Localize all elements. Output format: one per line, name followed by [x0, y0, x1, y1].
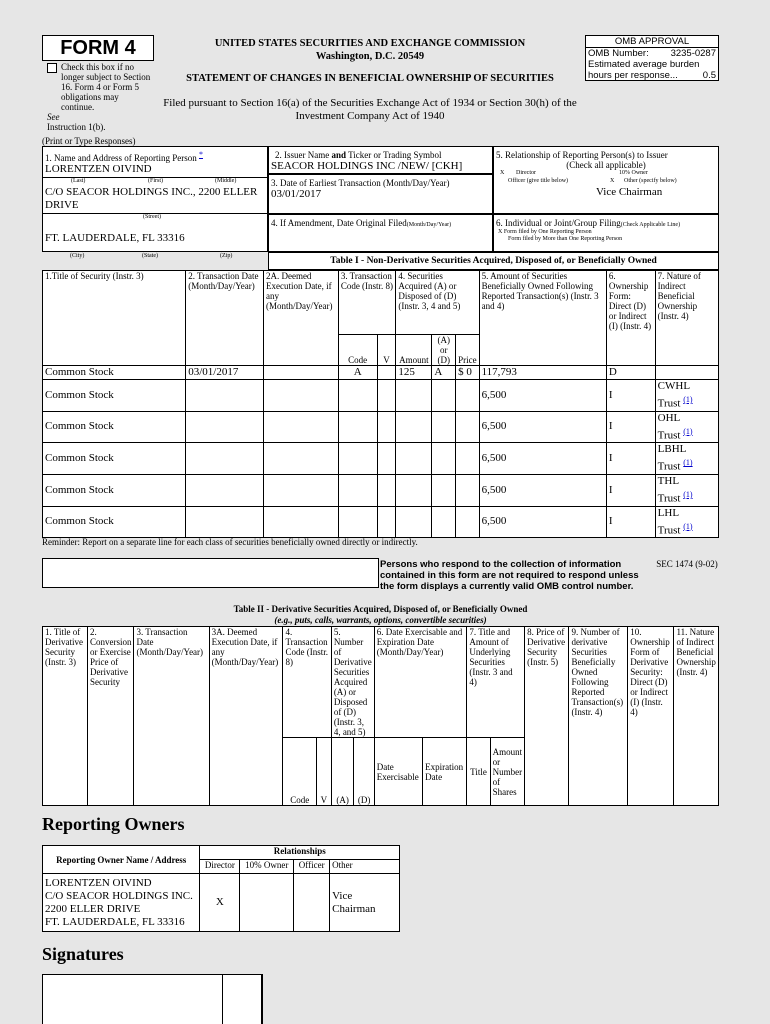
sec-number: SEC 1474 (9-02) [656, 559, 718, 569]
cell-amount [396, 443, 432, 475]
cell-date [186, 474, 264, 506]
cell-security: Common Stock [43, 380, 186, 412]
cell-price [456, 411, 480, 443]
officer-label: Officer (give title below) [508, 178, 569, 184]
burden-label: Estimated average burden [588, 59, 700, 70]
agency-name: UNITED STATES SECURITIES AND EXCHANGE COMMISSION [214, 38, 526, 49]
cell-date: 03/01/2017 [186, 366, 264, 380]
t2-header-price: 8. Price of Derivative Security (Instr. 5) [525, 627, 569, 806]
cell-deemed [263, 443, 338, 475]
t1-header-date: 2. Transaction Date (Month/Day/Year) [186, 271, 264, 366]
t2-header-date: 3. Transaction Date (Month/Day/Year) [134, 627, 209, 806]
zip-label: (Zip) [220, 253, 233, 259]
t1-header-nature: 7. Nature of Indirect Beneficial Ownership (Instr. 4) [655, 271, 718, 366]
owners-col-director: Director [200, 860, 240, 874]
issuer-label: 2. Issuer Name and Ticker or Trading Symbol [275, 150, 442, 160]
filed-pursuant: Filed pursuant to Section 16(a) of the Securities Exchange Act of 1934 or Section 30(h) of the Investment Company Act of 1940 [163, 97, 577, 122]
amendment-label: 4. If Amendment, Date Original Filed(Month/Day/Year) [271, 218, 452, 228]
cell-price [456, 380, 480, 412]
first-label: (First) [148, 178, 163, 184]
footnote-link[interactable]: (1) [683, 458, 693, 468]
reporting-person-address: C/O SEACOR HOLDINGS INC., 2200 ELLER DRIVE [45, 186, 258, 211]
earliest-date-label: 3. Date of Earliest Transaction (Month/Day/Year) [271, 178, 450, 188]
filing-box [493, 214, 719, 252]
burden-hours-label: hours per response... [588, 70, 678, 81]
statement-title: STATEMENT OF CHANGES IN BENEFICIAL OWNERSHIP OF SECURITIES [186, 73, 554, 84]
cell-price [456, 474, 480, 506]
cell-price: $ 0 [456, 366, 480, 380]
reminder-text: Reminder: Report on a separate line for each class of securities beneficially owned directly or indirectly. [42, 537, 418, 547]
t2-sub-code: Code [283, 738, 317, 806]
reporting-person-box [42, 146, 268, 252]
t2-header-owned: 9. Number of derivative Securities Beneficially Owned Following Reported Transaction(s) (Instr. 4) [569, 627, 628, 806]
owner-ten [240, 874, 294, 932]
owners-col-officer: Officer [294, 860, 330, 874]
t1-header-acquired: 4. Securities Acquired (A) or Disposed of (D) (Instr. 3, 4 and 5) [396, 271, 479, 335]
relationship-label: 5. Relationship of Reporting Person(s) to Issuer [496, 150, 668, 160]
cell-nature [655, 366, 718, 380]
cell-code [338, 474, 377, 506]
reporting-person-city: FT. LAUDERDALE, FL 33316 [45, 232, 185, 244]
cell-aord [432, 443, 456, 475]
cell-price [456, 443, 480, 475]
owner-name-address [43, 874, 200, 932]
t1-sub-aord: (A) or (D) [432, 335, 456, 366]
owners-col-name: Reporting Owner Name / Address [43, 846, 200, 874]
last-label: (Last) [71, 178, 86, 184]
t2-sub-d: (D) [354, 738, 374, 806]
footnote-link[interactable]: (1) [683, 426, 693, 436]
t2-header-number: 5. Number of Derivative Securities Acquired (A) or Disposed of (D) (Instr. 3, 4, and 5) [331, 627, 374, 738]
cell-aord [432, 380, 456, 412]
cell-form: I [606, 443, 655, 475]
issuer-box [268, 146, 493, 174]
cell-v [377, 443, 396, 475]
table-row [43, 411, 719, 443]
omb-number-label: OMB Number: [588, 48, 649, 59]
table1 [42, 270, 719, 538]
cell-price [456, 506, 480, 538]
omb-approval-box [585, 35, 719, 81]
director-mark: X [500, 170, 505, 176]
cell-deemed [263, 506, 338, 538]
cell-code: A [338, 366, 377, 380]
middle-label: (Middle) [215, 178, 237, 184]
owner-line: 2200 ELLER DRIVE [45, 902, 141, 915]
other-mark: X [610, 178, 615, 184]
signature-divider [222, 974, 263, 1024]
reporting-owners-heading: Reporting Owners [42, 814, 185, 834]
t2-header-code: 4. Transaction Code (Instr. 8) [283, 627, 331, 738]
cell-deemed [263, 474, 338, 506]
cell-form: I [606, 506, 655, 538]
t2-header-conversion: 2. Conversion or Exercise Price of Derivative Security [87, 627, 134, 806]
footnote-link[interactable]: (1) [683, 489, 693, 499]
table2-title: Table II - Derivative Securities Acquired, Disposed of, or Beneficially Owned [233, 604, 528, 614]
cell-owned: 6,500 [479, 443, 606, 475]
cell-amount [396, 380, 432, 412]
table-row [43, 366, 719, 380]
reminder-blank-box [42, 558, 379, 588]
owner-line: FT. LAUDERDALE, FL 33316 [45, 915, 185, 928]
filing-one-mark: X [498, 229, 503, 235]
city-state-zip-labels [42, 253, 268, 261]
other-label: Other (specify below) [624, 178, 677, 184]
state-label: (State) [142, 253, 158, 259]
t2-sub-v: V [316, 738, 331, 806]
t1-header-security: 1.Title of Security (Instr. 3) [43, 271, 186, 366]
t2-sub-expiration: Expiration Date [423, 738, 467, 806]
owners-col-ten: 10% Owner [240, 860, 294, 874]
cell-date [186, 411, 264, 443]
filing-more-label: Form filed by More than One Reporting Person [508, 236, 623, 242]
table-row [43, 474, 719, 506]
asterisk-link[interactable]: * [198, 150, 203, 159]
cell-amount [396, 506, 432, 538]
cell-form: I [606, 411, 655, 443]
owner-director: X [200, 874, 240, 932]
table-row [43, 443, 719, 475]
form-title-box [42, 35, 154, 61]
no-longer-subject-checkbox[interactable] [47, 63, 57, 73]
reporting-person-name: LORENTZEN OIVIND [45, 163, 152, 175]
t2-header-form: 10. Ownership Form of Derivative Security: Direct (D) or Indirect (I) (Instr. 4) [628, 627, 674, 806]
relationship-title: Vice Chairman [596, 186, 663, 198]
owners-col-other: Other [330, 860, 400, 874]
signatures-heading: Signatures [42, 944, 124, 964]
burden-hours: 0.5 [702, 70, 716, 81]
director-label: Director [516, 170, 536, 176]
t2-header-deemed: 3A. Deemed Execution Date, if any (Month/Day/Year) [209, 627, 283, 806]
cell-owned: 6,500 [479, 506, 606, 538]
cell-deemed [263, 366, 338, 380]
cell-security: Common Stock [43, 366, 186, 380]
owner-line: C/O SEACOR HOLDINGS INC. [45, 889, 193, 902]
cell-nature: CWHL Trust $^{(1)}$ [655, 380, 718, 412]
reporting-person-label: 1. Name and Address of Reporting Person * [45, 150, 203, 163]
t2-header-security: 1. Title of Derivative Security (Instr. 3) [43, 627, 88, 806]
t1-sub-amount: Amount [396, 335, 432, 366]
cell-nature: LBHL Trust $^{(1)}$ [655, 443, 718, 475]
owner-other: Vice Chairman [330, 874, 400, 932]
issuer-value: SEACOR HOLDINGS INC /NEW/ [CKH] [271, 160, 463, 172]
cell-aord [432, 474, 456, 506]
owners-col-relationships: Relationships [200, 846, 400, 860]
t1-sub-code: Code [338, 335, 377, 366]
filing-one-label: Form filed by One Reporting Person [503, 229, 592, 235]
cell-owned: 117,793 [479, 366, 606, 380]
t2-sub-amount: Amount or Number of Shares [490, 738, 525, 806]
cell-form: I [606, 474, 655, 506]
cell-amount [396, 411, 432, 443]
t1-sub-v: V [377, 335, 396, 366]
relationship-box [493, 146, 719, 214]
cell-amount: 125 [396, 366, 432, 380]
table-row [43, 380, 719, 412]
owner-officer [294, 874, 330, 932]
instruction-text: Instruction 1(b). [47, 122, 106, 132]
cell-security: Common Stock [43, 506, 186, 538]
cell-code [338, 411, 377, 443]
t1-header-code: 3. Transaction Code (Instr. 8) [338, 271, 396, 335]
street-label: (Street) [143, 214, 161, 220]
cell-code [338, 506, 377, 538]
cell-security: Common Stock [43, 443, 186, 475]
filing-label: 6. Individual or Joint/Group Filing(Check Applicable Line) [496, 218, 681, 228]
amendment-box [268, 214, 493, 252]
reporting-owners-table [42, 845, 400, 932]
see-text: See [47, 112, 60, 122]
cell-deemed [263, 380, 338, 412]
city-label: (City) [70, 253, 85, 259]
t1-header-owned: 5. Amount of Securities Beneficially Owned Following Reported Transaction(s) (Instr. 3 and 4) [479, 271, 606, 366]
cell-nature: THL Trust $^{(1)}$ [655, 474, 718, 506]
cell-date [186, 380, 264, 412]
signature-rule [261, 974, 263, 1024]
print-or-type: (Print or Type Responses) [42, 136, 136, 146]
footnote-link[interactable]: (1) [683, 395, 693, 404]
cell-form: D [606, 366, 655, 380]
ten-pct-label: 10% Owner [619, 170, 648, 176]
cell-nature: OHL Trust $^{(1)}$ [655, 411, 718, 443]
t1-sub-price: Price [456, 335, 480, 366]
t2-header-exercisable: 6. Date Exercisable and Expiration Date (Month/Day/Year) [374, 627, 467, 738]
cell-amount [396, 474, 432, 506]
owner-line: LORENTZEN OIVIND [45, 876, 152, 889]
cell-v [377, 366, 396, 380]
cell-security: Common Stock [43, 411, 186, 443]
cell-deemed [263, 411, 338, 443]
t2-header-nature: 11. Nature of Indirect Beneficial Ownership (Instr. 4) [674, 627, 719, 806]
earliest-date-value: 03/01/2017 [271, 188, 322, 200]
agency-location: Washington, D.C. 20549 [315, 51, 425, 62]
cell-security: Common Stock [43, 474, 186, 506]
t2-header-underlying: 7. Title and Amount of Underlying Securities (Instr. 3 and 4) [467, 627, 525, 738]
cell-owned: 6,500 [479, 411, 606, 443]
table2 [42, 626, 719, 806]
cell-owned: 6,500 [479, 380, 606, 412]
table1-title: Table I - Non-Derivative Securities Acquired, Disposed of, or Beneficially Owned [268, 252, 719, 270]
cell-v [377, 474, 396, 506]
omb-number: 3235-0287 [670, 48, 716, 59]
cell-v [377, 380, 396, 412]
cell-v [377, 411, 396, 443]
cell-date [186, 506, 264, 538]
t2-sub-title: Title [467, 738, 490, 806]
cell-date [186, 443, 264, 475]
footnote-link[interactable]: (1) [683, 521, 693, 531]
cell-v [377, 506, 396, 538]
cell-aord: A [432, 366, 456, 380]
cell-code [338, 380, 377, 412]
cell-aord [432, 506, 456, 538]
persons-notice: Persons who respond to the collection of information contained in this form are not required to respond unless the form displays a currently valid OMB control number. [380, 559, 639, 592]
form-title: FORM 4 [60, 37, 136, 59]
no-longer-subject-block [47, 62, 151, 132]
relationship-sub: (Check all applicable) [566, 160, 646, 170]
t2-sub-a: (A) [331, 738, 354, 806]
earliest-date-box [268, 174, 493, 214]
t1-header-deemed: 2A. Deemed Execution Date, if any (Month/Day/Year) [263, 271, 338, 366]
cell-aord [432, 411, 456, 443]
t1-header-form: 6. Ownership Form: Direct (D) or Indirect (I) (Instr. 4) [606, 271, 655, 366]
cell-code [338, 443, 377, 475]
t2-sub-date-exercisable: Date Exercisable [374, 738, 422, 806]
omb-title: OMB APPROVAL [586, 36, 718, 48]
cell-owned: 6,500 [479, 474, 606, 506]
cell-form: I [606, 380, 655, 412]
no-longer-subject-text: Check this box if no longer subject to Section 16. Form 4 or Form 5 obligations may continue. [61, 62, 151, 112]
cell-nature: LHL Trust $^{(1)}$ [655, 506, 718, 538]
table2-subtitle: (e.g., puts, calls, warrants, options, convertible securities) [274, 615, 487, 625]
table-row [43, 506, 719, 538]
